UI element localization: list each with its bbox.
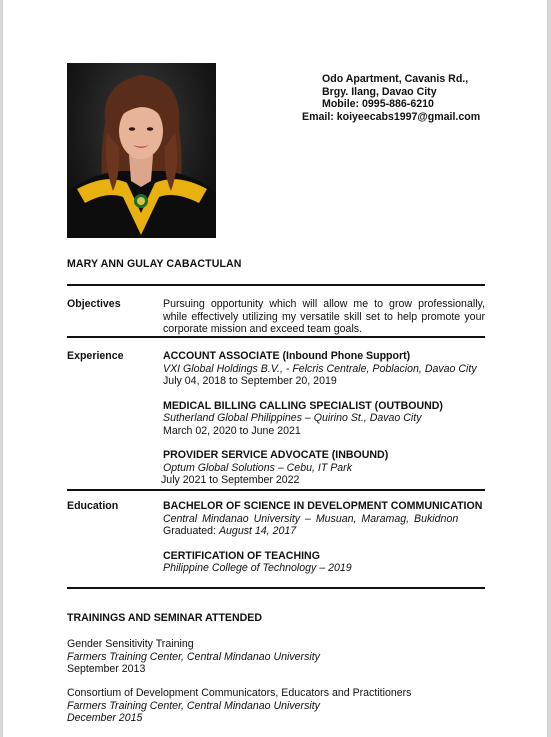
job-dates: March 02, 2020 to June 2021 [163,424,301,437]
education-item [163,550,485,575]
job-company: Optum Global Solutions – Cebu, IT Park [163,461,353,474]
job-title: MEDICAL BILLING CALLING SPECIALIST (OUTBOUND) [163,399,443,412]
job-dates: July 2021 to September 2022 [161,474,300,486]
experience-list [163,350,485,499]
job-company: VXI Global Holdings B.V., - Felcris Centrale, Poblacion, Davao City [163,362,477,375]
address-line-1: Odo Apartment, Cavanis Rd., [322,73,469,85]
experience-item [163,449,485,487]
section-divider [67,336,485,338]
section-divider [67,489,485,491]
job-title: PROVIDER SERVICE ADVOCATE (INBOUND) [163,449,389,461]
training-item [67,638,487,676]
contact-block [288,73,484,123]
training-date: September 2013 [67,663,146,675]
objectives-text: Pursuing opportunity which will allow me to grow professionally, while effectively utilizing my versatile skill set to help promote your corporate mission and exceed team goals. [163,298,485,335]
graduation-portrait-image [67,63,216,238]
education-label: Education [67,500,119,512]
degree-title: BACHELOR OF SCIENCE IN DEVELOPMENT COMMUNICATION [163,500,483,512]
mobile-number: Mobile: 0995-886-6210 [322,98,434,110]
school-name: Philippine College of Technology – 2019 [163,562,352,574]
section-divider [67,587,485,589]
job-title: ACCOUNT ASSOCIATE (Inbound Phone Support) [163,350,411,362]
applicant-name: MARY ANN GULAY CABACTULAN [67,258,242,270]
experience-label: Experience [67,350,124,362]
graduated-label: Graduated: [163,525,217,537]
education-item [163,500,485,538]
training-name: Consortium of Development Communicators, Educators and Practitioners [67,687,412,699]
training-org: Farmers Training Center, Central Mindanao University [67,650,320,663]
profile-photo [67,63,216,238]
training-date: December 2015 [67,712,143,724]
graduated-date: August 14, 2017 [218,525,297,537]
experience-item [163,350,485,388]
education-list [163,500,485,587]
graduation-line [163,525,485,538]
trainings-title: TRAININGS AND SEMINAR ATTENDED [67,612,263,624]
training-org: Farmers Training Center, Central Mindanao University [67,699,320,712]
degree-title: CERTIFICATION OF TEACHING [163,549,320,562]
experience-item [163,400,485,438]
school-name: Central Mindanao University – Musuan, Maramag, Bukidnon [163,512,459,525]
job-dates: July 04, 2018 to September 20, 2019 [163,375,337,387]
section-divider [67,284,485,286]
resume-page [2,0,548,737]
objectives-label: Objectives [67,298,121,310]
training-name: Gender Sensitivity Training [67,638,194,650]
email-address: Email: koiyeecabs1997@gmail.com [302,110,481,123]
job-company: Sutherland Global Philippines – Quirino St., Davao City [163,412,422,424]
address-line-2: Brgy. Ilang, Davao City [322,85,437,98]
training-item [67,687,487,725]
